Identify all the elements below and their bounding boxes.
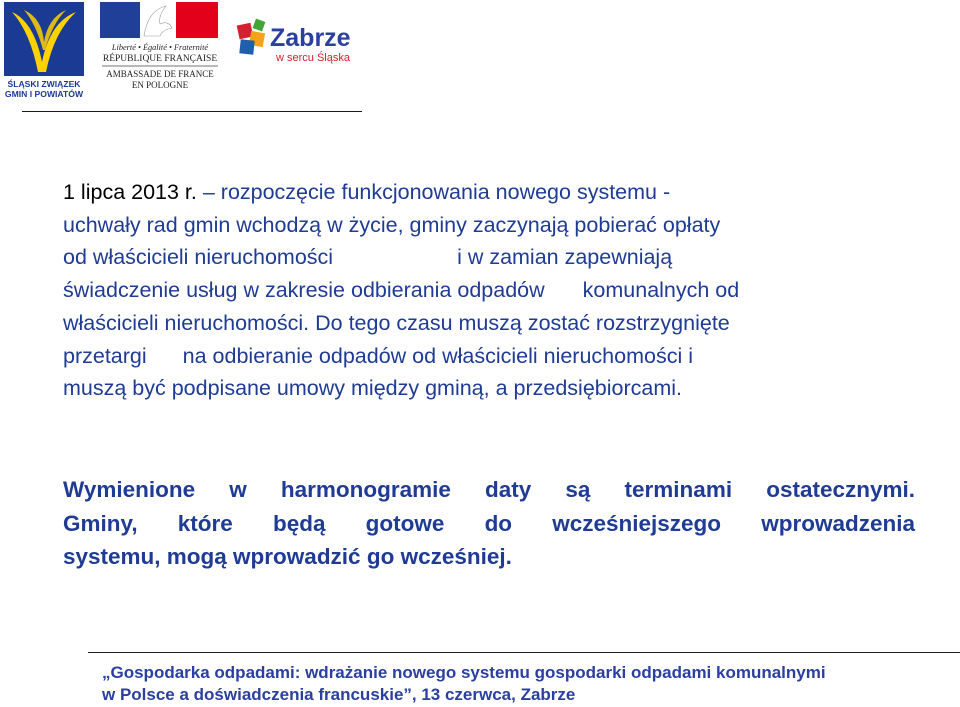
slaski-logo-line1: ŚLĄSKI ZWIĄZEK [7,79,81,89]
para1-line3-a: od właścicieli nieruchomości [63,245,334,270]
slaski-logo-line2: GMIN I POWIATÓW [4,89,84,99]
zabrze-logo-tagline: w sercu Śląska [276,52,350,64]
france-logo-pologne: EN POLOGNE [131,80,189,90]
para1-line6-a: przetargi [63,343,147,368]
slaski-zwiazek-logo [4,2,84,100]
para1-line1-text: – rozpoczęcie funkcjonowania nowego systemu - [196,180,671,204]
para1-line5: właścicieli nieruchomości. Do tego czasu muszą zostać rozstrzygnięte [63,310,730,335]
footer-line1: „Gospodarka odpadami: wdrażanie nowego systemu gospodarki odpadami komunalnymi [102,663,826,682]
para1-line6 [63,340,933,373]
para2-line2: Gminy, które będą gotowe do wcześniejszego wprowadzenia [63,510,915,536]
para1-line2: uchwały rad gmin wchodzą w życie, gminy zaczynają pobierać opłaty [63,212,721,237]
paragraph-system-start [63,176,933,405]
ambassade-de-france-logo [98,0,222,92]
footer-divider [88,652,960,653]
header-divider [22,111,362,112]
footer-line2: w Polsce a doświadczenia francuskie”, 13 czerwca, Zabrze [102,685,576,704]
paragraph-deadlines [63,473,915,574]
france-logo-motto: Liberté • Égalité • Fraternité [111,43,209,52]
para1-line6-b: na odbieranie odpadów od właścicieli nieruchomości i [182,343,693,368]
para2-line3: systemu, mogą wprowadzić go wcześniej. [63,544,512,569]
france-logo-ambassade: AMBASSADE DE FRANCE [106,69,214,79]
para1-line3-b: i w zamian zapewniają [457,245,673,270]
para1-line4 [63,274,933,307]
para1-line4-b: komunalnych od [582,278,740,303]
para1-line4-a: świadczenie usług w zakresie odbierania odpadów [63,278,545,303]
conference-footer [102,662,960,706]
para1-line7: muszą być podpisane umowy między gminą, a przedsiębiorcami. [63,376,682,401]
zabrze-logo-name: Zabrze [270,24,351,52]
zabrze-logo [236,14,356,70]
france-logo-republic: RÉPUBLIQUE FRANÇAISE [102,54,218,64]
start-date: 1 lipca 2013 r. [63,180,197,204]
para2-line1: Wymienione w harmonogramie daty są terminami ostatecznymi. [63,477,915,502]
para1-line3 [63,241,933,274]
para1-line1 [63,176,933,209]
